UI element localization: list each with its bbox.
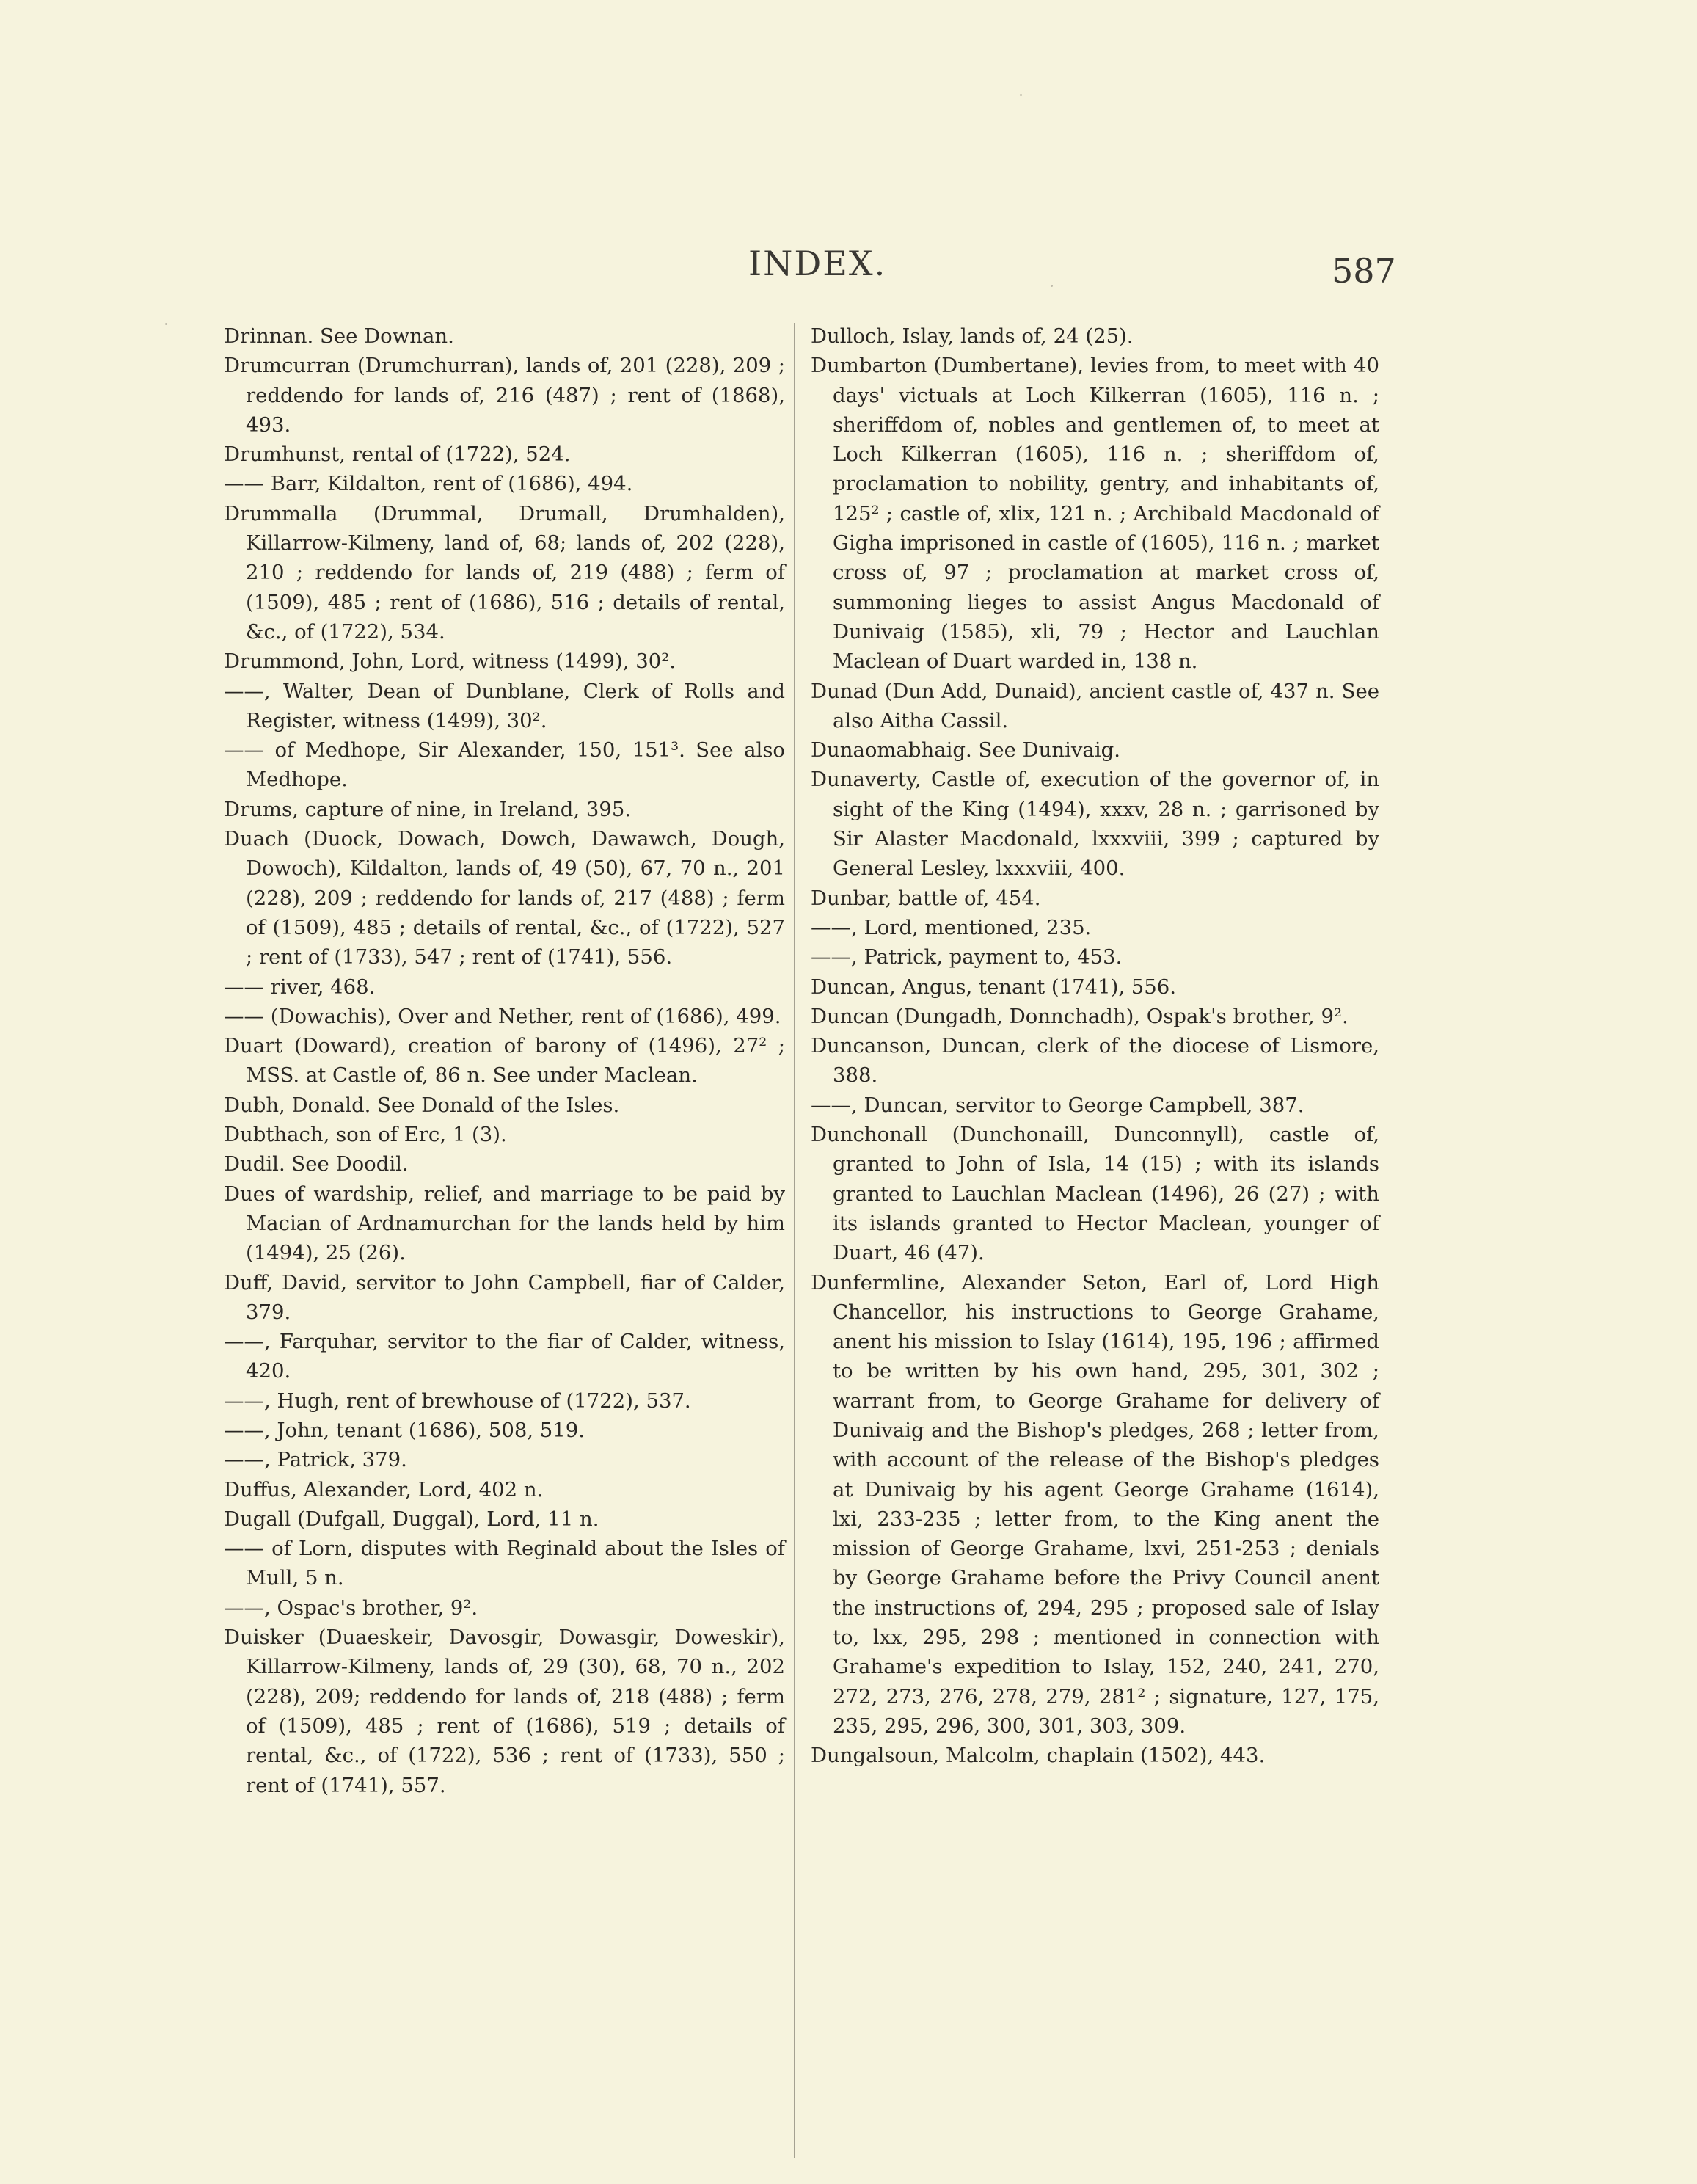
index-entry: Duncan (Dungadh, Donnchadh), Ospak's brother, 9².	[811, 1004, 1349, 1028]
index-column-right	[811, 321, 1379, 1771]
index-entry: Duach (Duock, Dowach, Dowch, Dawawch, Dough, Dowoch), Kildalton, lands of, 49 (50), 67, 70 n., 201 (228), 209 ; reddendo for lands of, 217 (488) ; ferm of (1509), 485 ; details of rental, &c., of (1722), 527 ; rent of (1733), 547 ; rent of (1741), 556.	[224, 827, 785, 969]
index-entry: Drumhunst, rental of (1722), 524.	[224, 443, 571, 467]
index-entry: Dunad (Dun Add, Dunaid), ancient castle of, 437 n. See also Aitha Cassil.	[811, 679, 1379, 732]
index-entry: ——, Hugh, rent of brewhouse of (1722), 537.	[224, 1388, 691, 1413]
paper-speck	[1051, 285, 1053, 287]
page-title: INDEX.	[748, 244, 887, 283]
index-entry: ——, Duncan, servitor to George Campbell, 387.	[811, 1093, 1304, 1117]
index-entry: Duncanson, Duncan, clerk of the diocese of Lismore, 388.	[811, 1034, 1379, 1088]
index-entry: —— of Medhope, Sir Alexander, 150, 151³. See also Medhope.	[224, 738, 785, 792]
index-entry: Dunaverty, Castle of, execution of the governor of, in sight of the King (1494), xxxv, 28 n. ; garrisoned by Sir Alaster Macdonald, lxxxviii, 399 ; captured by General Lesley, lxxxviii, 400.	[811, 768, 1379, 881]
index-entry: —— of Lorn, disputes with Reginald about the Isles of Mull, 5 n.	[224, 1537, 785, 1590]
index-entry: Drummalla (Drummal, Drumall, Drumhalden), Killarrow-Kilmeny, land of, 68; lands of, 202 (228), 210 ; reddendo for lands of, 219 (488) ; ferm of (1509), 485 ; rent of (1686), 516 ; details of rental, &c., of (1722), 534.	[224, 501, 785, 644]
index-entry: —— (Dowachis), Over and Nether, rent of (1686), 499.	[224, 1004, 781, 1028]
index-entry: Dunchonall (Dunchonaill, Dunconnyll), castle of, granted to John of Isla, 14 (15) ; with its islands granted to Lauchlan Maclean (1496), 26 (27) ; with its islands granted to Hector Maclean, younger of Duart, 46 (47).	[811, 1123, 1379, 1265]
index-entry: Duart (Doward), creation of barony of (1496), 27² ; MSS. at Castle of, 86 n. See under Maclean.	[224, 1034, 785, 1088]
index-entry: Dues of wardship, relief, and marriage to be paid by Macian of Ardnamurchan for the lands held by him (1494), 25 (26).	[224, 1182, 785, 1265]
index-entry: ——, Lord, mentioned, 235.	[811, 915, 1092, 939]
index-entry: ——, John, tenant (1686), 508, 519.	[224, 1418, 585, 1442]
index-entry: Dugall (Dufgall, Duggal), Lord, 11 n.	[224, 1507, 599, 1531]
index-entry: Duffus, Alexander, Lord, 402 n.	[224, 1477, 544, 1502]
index-entry: Duff, David, servitor to John Campbell, fiar of Calder, 379.	[224, 1270, 785, 1324]
index-entry: Drumcurran (Drumchurran), lands of, 201 (228), 209 ; reddendo for lands of, 216 (487) ; rent of (1868), 493.	[224, 354, 785, 437]
index-entry: Dungalsoun, Malcolm, chaplain (1502), 443.	[811, 1744, 1266, 1768]
index-entry: Duncan, Angus, tenant (1741), 556.	[811, 975, 1177, 999]
paper-speck	[1020, 94, 1022, 96]
index-entry: Drinnan. See Downan.	[224, 324, 454, 348]
index-entry: Duisker (Duaeskeir, Davosgir, Dowasgir, Doweskir), Killarrow-Kilmeny, lands of, 29 (30), 68, 70 n., 202 (228), 209; reddendo for lands of, 218 (488) ; ferm of (1509), 485 ; rent of (1686), 519 ; details of rental, &c., of (1722), 536 ; rent of (1733), 550 ; rent of (1741), 557.	[224, 1626, 785, 1797]
index-entry: Dubh, Donald. See Donald of the Isles.	[224, 1093, 620, 1117]
index-entry: ——, Patrick, 379.	[224, 1448, 407, 1472]
page-number: 587	[1332, 251, 1396, 291]
index-entry: Dumbarton (Dumbertane), levies from, to meet with 40 days' victuals at Loch Kilkerran (1605), 116 n. ; sheriffdom of, nobles and gentlemen of, to meet at Loch Kilkerran (1605), 116 n. ; sheriffdom of, proclamation to nobility, gentry, and inhabitants of, 125² ; castle of, xlix, 121 n. ; Archibald Macdonald of Gigha imprisoned in castle of (1605), 116 n. ; market cross of, 97 ; proclamation at market cross of, summoning lieges to assist Angus Macdonald of Dunivaig (1585), xli, 79 ; Hector and Lauchlan Maclean of Duart warded in, 138 n.	[811, 354, 1379, 674]
index-entry: —— Barr, Kildalton, rent of (1686), 494.	[224, 472, 633, 496]
index-entry: Drums, capture of nine, in Ireland, 395.	[224, 797, 632, 821]
index-entry: Dunfermline, Alexander Seton, Earl of, Lord High Chancellor, his instructions to George Grahame, anent his mission to Islay (1614), 195, 196 ; affirmed to be written by his own hand, 295, 301, 302 ; warrant from, to George Grahame for delivery of Dunivaig and the Bishop's pledges, 268 ; letter from, with account of the release of the Bishop's pledges at Dunivaig by his agent George Grahame (1614), lxi, 233-235 ; letter from, to the King anent the mission of George Grahame, lxvi, 251-253 ; denials by George Grahame before the Privy Council anent the instructions of, 294, 295 ; proposed sale of Islay to, lxx, 295, 298 ; mentioned in connection with Grahame's expedition to Islay, 152, 240, 241, 270, 272, 273, 276, 278, 279, 281² ; signature, 127, 175, 235, 295, 296, 300, 301, 303, 309.	[811, 1270, 1379, 1738]
index-entry: Dunaomabhaig. See Dunivaig.	[811, 738, 1120, 762]
index-entry: Drummond, John, Lord, witness (1499), 30².	[224, 649, 676, 674]
index-entry: ——, Ospac's brother, 9².	[224, 1595, 478, 1620]
index-entry: Dubthach, son of Erc, 1 (3).	[224, 1123, 507, 1147]
index-entry: Dulloch, Islay, lands of, 24 (25).	[811, 324, 1134, 348]
paper-speck	[165, 323, 167, 325]
column-divider	[794, 323, 795, 2158]
index-entry: —— river, 468.	[224, 975, 376, 999]
index-entry: Dunbar, battle of, 454.	[811, 886, 1041, 910]
index-entry: ——, Farquhar, servitor to the fiar of Calder, witness, 420.	[224, 1330, 785, 1383]
index-column-left	[224, 321, 785, 1800]
index-entry: Dudil. See Doodil.	[224, 1152, 409, 1176]
index-entry: ——, Patrick, payment to, 453.	[811, 945, 1123, 969]
index-entry: ——, Walter, Dean of Dunblane, Clerk of Rolls and Register, witness (1499), 30².	[224, 679, 785, 732]
